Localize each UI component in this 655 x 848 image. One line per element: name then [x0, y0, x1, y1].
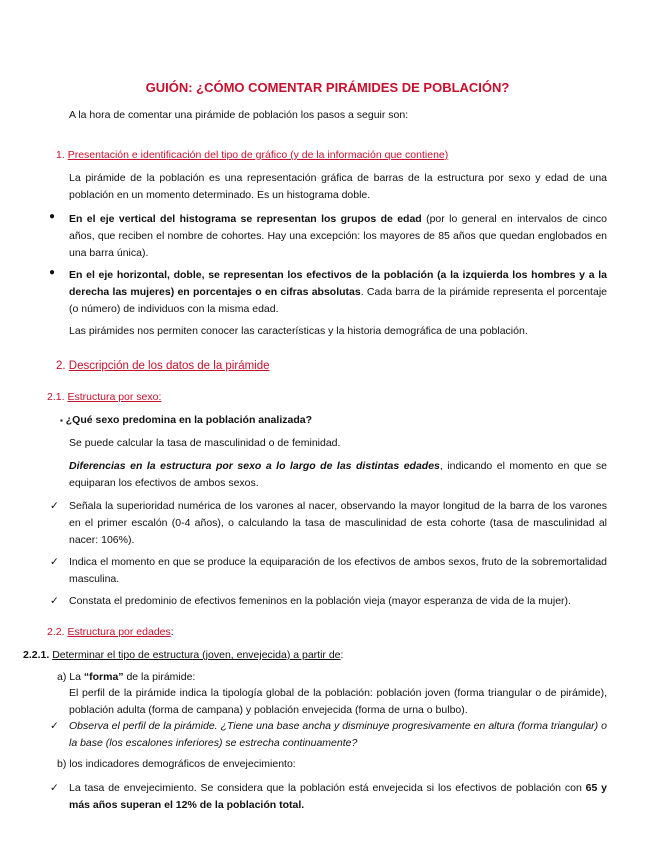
- item-b-check-bold: 65 y más años superan el 12% de la población total.: [69, 782, 608, 811]
- section-1-heading: [56, 147, 448, 164]
- s21-paragraph-2: [69, 458, 607, 492]
- section-2-2-1-title: Determinar el tipo de estructura (joven, envejecida) a partir de: [52, 649, 341, 661]
- section-1-title: Presentación e identificación del tipo de gráfico (y de la información que contiene): [67, 149, 449, 161]
- bullet-icon: ●: [49, 211, 56, 222]
- s21-check-3: Constata el predominio de efectivos femeninos en la población vieja (mayor esperanza de vida de la mujer).: [69, 595, 571, 607]
- item-b-check-text: La tasa de envejecimiento. Se considera que la población está envejecida si los efectivos de población con: [69, 782, 586, 794]
- section-2-2-title: Estructura por edades: [67, 626, 171, 638]
- section-2-2-number: 2.2.: [47, 626, 65, 638]
- s21-check-1: Señala la superioridad numérica de los varones al nacer, observando la mayor longitud de la barra de los varones en el primer escalón (0-4 años), o calculando la tasa de masculinidad de esta cohorte (tasa de masculinidad al nacer: 106%).: [69, 500, 607, 546]
- s21-question: [60, 412, 312, 429]
- section-2-1-heading: [47, 389, 161, 406]
- s21-paragraph-2-text: , indicando el momento en que se equiparan los efectivos de ambos sexos.: [69, 460, 607, 489]
- item-b-label: b) los indicadores demográficos de envejecimiento:: [57, 758, 296, 770]
- intro-text: A la hora de comentar una pirámide de población los pasos a seguir son:: [69, 109, 409, 121]
- section-1-number: 1.: [56, 149, 65, 161]
- section-2-2-heading: [47, 624, 174, 641]
- section-2-title: Descripción de los datos de la pirámide: [68, 360, 270, 372]
- section-2-2-1-colon: :: [340, 649, 344, 661]
- s21-paragraph-2-emphasis: Diferencias en la estructura por sexo a lo largo de las distintas edades: [69, 460, 440, 472]
- s21-check-2: Indica el momento en que se produce la equiparación de los efectivos de ambos sexos, fruto de la sobremortalidad masculina.: [69, 556, 607, 585]
- item-a-label: [57, 669, 195, 686]
- section-2-2-1-number: 2.2.1.: [23, 649, 50, 661]
- s1-bullet-1-text: (por lo general en intervalos de cinco años, que reciben el nombre de cohortes. Hay una excepción: los mayores de 85 años que quedan englobados en una barra única).: [69, 213, 608, 259]
- check-icon: ✓: [50, 782, 59, 794]
- bullet-icon: ●: [49, 267, 56, 278]
- check-icon: ✓: [50, 556, 59, 568]
- s1-paragraph-2: Las pirámides nos permiten conocer las características y la historia demográfica de una población.: [69, 325, 528, 337]
- item-a-prefix: a) La: [57, 671, 84, 683]
- section-2-heading: [56, 360, 270, 372]
- item-a-bold: “forma”: [83, 671, 124, 683]
- section-2-number: 2.: [56, 360, 66, 372]
- s1-paragraph-1: La pirámide de la población es una representación gráfica de barras de la estructura por sexo y edad de una población en un momento determinado. Es un histograma doble.: [69, 172, 607, 201]
- s1-bullet-2-text: . Cada barra de la pirámide representa el porcentaje (o número) de individuos con la misma edad.: [69, 286, 607, 315]
- section-2-1-number: 2.1.: [47, 391, 65, 403]
- s21-paragraph-1: Se puede calcular la tasa de masculinidad o de feminidad.: [69, 437, 341, 449]
- item-a-check: Observa el perfil de la pirámide. ¿Tiene una base ancha y disminuye progresivamente en altura (forma triangular) o la base (los escalones inferiores) se estrecha continuamente?: [69, 720, 607, 749]
- section-2-1-title: Estructura por sexo:: [67, 391, 162, 403]
- s1-bullet-2-bold: En el eje horizontal, doble, se representan los efectivos de la población (a la izquierda los hombres y a la derecha las mujeres) en porcentajes o en cifras absolutas: [69, 269, 607, 298]
- section-2-2-1-heading: [23, 647, 343, 664]
- s21-question-text: ¿Qué sexo predomina en la población analizada?: [65, 414, 312, 426]
- item-a-paragraph: El perfil de la pirámide indica la tipología global de la población: población joven (forma triangular o de pirámide), población adulta (forma de campana) y población envejecida (forma de urna o bulbo).: [69, 687, 607, 716]
- item-b-check: [69, 780, 607, 814]
- s1-bullet-1-bold: En el eje vertical del histograma se representan los grupos de edad: [69, 213, 422, 225]
- small-bullet-icon: ▪: [60, 416, 63, 425]
- check-icon: ✓: [50, 595, 59, 607]
- section-2-2-colon: :: [170, 626, 174, 638]
- s1-bullet-2: [69, 267, 607, 318]
- check-icon: ✓: [50, 500, 59, 512]
- item-a-suffix: de la pirámide:: [123, 671, 196, 683]
- page-title: GUIÓN: ¿CÓMO COMENTAR PIRÁMIDES DE POBLACIÓN?: [145, 80, 510, 95]
- check-icon: ✓: [50, 720, 59, 732]
- s1-bullet-1: [69, 211, 607, 262]
